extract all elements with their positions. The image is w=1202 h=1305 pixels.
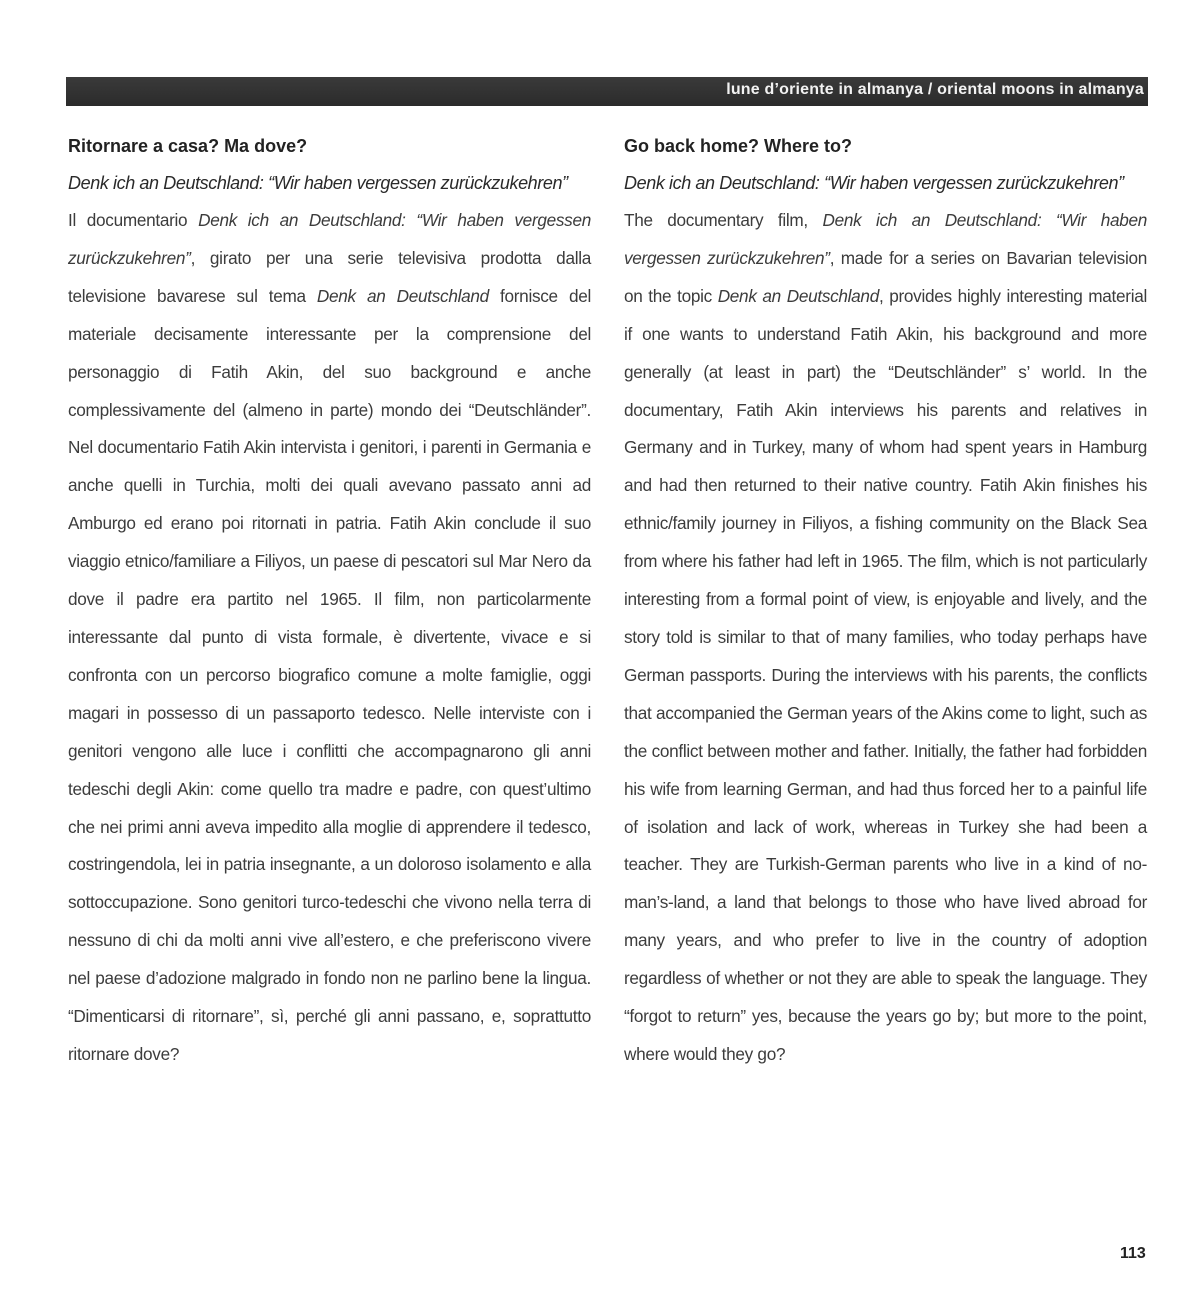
italian-body-film-title: Denk ich an Deutschland: “Wir haben vergessen zurückzukehren” [68,210,591,268]
english-body-film-title: Denk ich an Deutschland: “Wir haben vergessen zurückzukehren” [624,210,1147,268]
english-body-mid: , made for a series on Bavarian television on the topic [624,247,1147,306]
page-number: 113 [1120,1245,1146,1262]
english-body [624,202,1147,1074]
running-header-bar [66,77,1148,106]
running-header-title: lune d’oriente in almanya / oriental moons in almanya [726,81,1144,98]
italian-body-intro: Il documentario [68,210,199,230]
english-body-rest: , provides highly interesting material if one wants to understand Fatih Akin, his background and more generally (at least in part) the “Deutschländer” s’ world. In the documentary, Fatih Akin interviews his parents and relatives in Germany and in Turkey, many of whom had spent years in Hamburg and had then returned to their native country. Fatih Akin finishes his ethnic/family journey in Filiyos, a fishing community on the Black Sea from where his father had left in 1965. The film, which is not particularly interesting from a formal point of view, is enjoyable and lively, and the story told is similar to that of many families, who today perhaps have German passports. During the interviews with his parents, the conflicts that accompanied the German years of the Akins come to light, such as the conflict between mother and father. Initially, the father had forbidden his wife from learning German, and had thus forced her to a painful life of isolation and lack of work, whereas in Turkey she had been a teacher. They are Turkish-German parents who live in a kind of no-man’s-land, a land that belongs to those who have lived abroad for many years, and who prefer to live in the country of adoption regardless of whether or not they are able to speak the language. They “forgot to return” yes, because the years go by; but more to the point, where would they go? [624,285,1148,1064]
italian-body-mid: , girato per una serie televisiva prodotta dalla televisione bavarese sul tema [68,247,591,306]
english-body-intro: The documentary film, [624,210,823,230]
italian-column [68,128,591,1074]
italian-subheading: Denk ich an Deutschland: “Wir haben vergessen zurückzukehren” [68,173,568,193]
italian-heading: Ritornare a casa? Ma dove? [68,136,308,156]
italian-body-series-title: Denk an Deutschland [316,285,489,306]
english-body-series-title: Denk an Deutschland [717,285,879,306]
english-subheading: Denk ich an Deutschland: “Wir haben vergessen zurückzukehren” [624,173,1124,193]
italian-body [68,202,591,1074]
english-column [624,128,1147,1074]
italian-body-rest: fornisce del materiale decisamente interessante per la comprensione del personaggio di Fatih Akin, del suo background e anche complessivamente del (almeno in parte) mondo dei “Deutschländer”. Nel documentario Fatih Akin intervista i genitori, i parenti in Germania e anche quelli in Turchia, molti dei quali avevano passato anni ad Amburgo ed erano poi ritornati in patria. Fatih Akin conclude il suo viaggio etnico/familiare a Filiyos, un paese di pescatori sul Mar Nero da dove il padre era partito nel 1965. Il film, non particolarmente interessante dal punto di vista formale, è divertente, vivace e si confronta con un percorso biografico comune a molte famiglie, oggi magari in possesso di un passaporto tedesco. Nelle interviste con i genitori vengono alle luce i conflitti che accompagnarono gli anni tedeschi degli Akin: come quello tra madre e padre, con quest’ultimo che nei primi anni aveva impedito alla moglie di apprendere il tedesco, costringendola, lei in patria insegnante, a un doloroso isolamento e alla sottoccupazione. Sono genitori turco-tedeschi che vivono nella terra di nessuno di chi da molti anni vive all’estero, e che preferiscono vivere nel paese d’adozione malgrado in fondo non ne parlino bene la lingua. “Dimenticarsi di ritornare”, sì, perché gli anni passano, e, soprattutto ritornare dove? [68,285,591,1064]
english-heading: Go back home? Where to? [624,136,853,156]
